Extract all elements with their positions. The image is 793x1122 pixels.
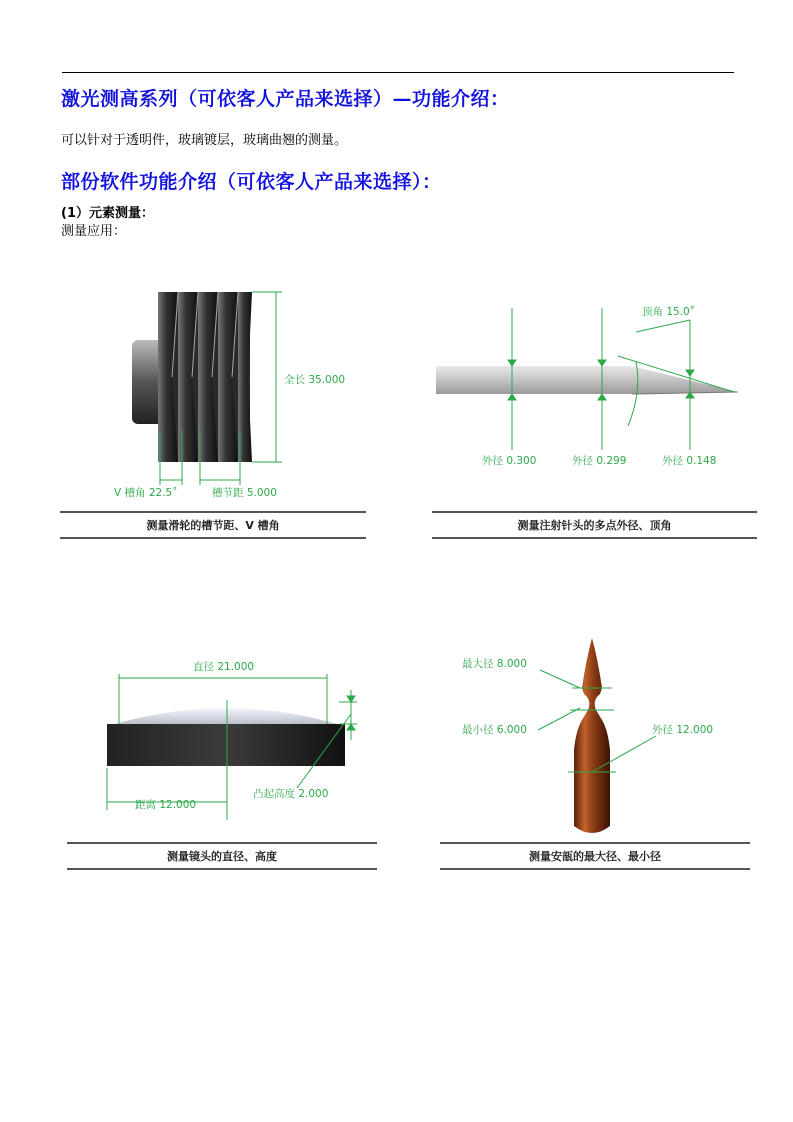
lens-distance-label: 距离 12.000 — [135, 799, 197, 811]
pulley-angle-label: V 槽角 22.5˚ — [114, 487, 178, 499]
needle-od3-label: 外径 0.148 — [662, 455, 717, 467]
ampoule-diagram — [440, 630, 750, 842]
ampoule-body — [574, 638, 610, 833]
subheading-element-measurement: (1）元素测量： — [61, 206, 154, 221]
ampoule-max-label: 最大径 8.000 — [462, 658, 527, 670]
figure-needle — [432, 280, 757, 540]
pulley-length-label: 全长 35.000 — [284, 374, 346, 386]
top-rule — [62, 72, 734, 73]
pulley-diagram — [60, 280, 366, 512]
figure-ampoule — [440, 630, 750, 870]
section-heading-software: 部份软件功能介绍（可依客人产品来选择）： — [61, 171, 442, 193]
pulley-caption: 测量滑轮的槽节距、V 槽角 — [60, 511, 366, 539]
lens-body — [107, 724, 345, 766]
lens-height-label: 凸起高度 2.000 — [253, 788, 329, 800]
lens-dome — [115, 708, 337, 724]
needle-od1-label: 外径 0.300 — [482, 455, 537, 467]
lens-caption: 测量镜头的直径、高度 — [67, 842, 377, 870]
needle-apex-label: 顶角 15.0˚ — [642, 306, 695, 318]
figure-pulley — [60, 280, 366, 540]
needle-od2-label: 外径 0.299 — [572, 455, 627, 467]
needle-caption: 测量注射针头的多点外径、顶角 — [432, 511, 757, 539]
pulley-pitch-label: 槽节距 5.000 — [212, 487, 277, 499]
ampoule-caption: 测量安瓿的最大径、最小径 — [440, 842, 750, 870]
needle-diagram — [432, 280, 757, 512]
ampoule-od-label: 外径 12.000 — [652, 724, 714, 736]
lens-diagram — [67, 650, 377, 840]
figure-lens — [67, 650, 377, 870]
measurement-applications-label: 测量应用： — [61, 224, 127, 239]
lens-diameter-label: 直径 21.000 — [193, 661, 255, 673]
laser-description: 可以针对于透明件，玻璃镀层，玻璃曲翘的测量。 — [61, 133, 348, 148]
section-heading-laser: 激光测高系列（可依客人产品来选择）—功能介绍： — [61, 88, 510, 110]
ampoule-min-label: 最小径 6.000 — [462, 724, 527, 736]
